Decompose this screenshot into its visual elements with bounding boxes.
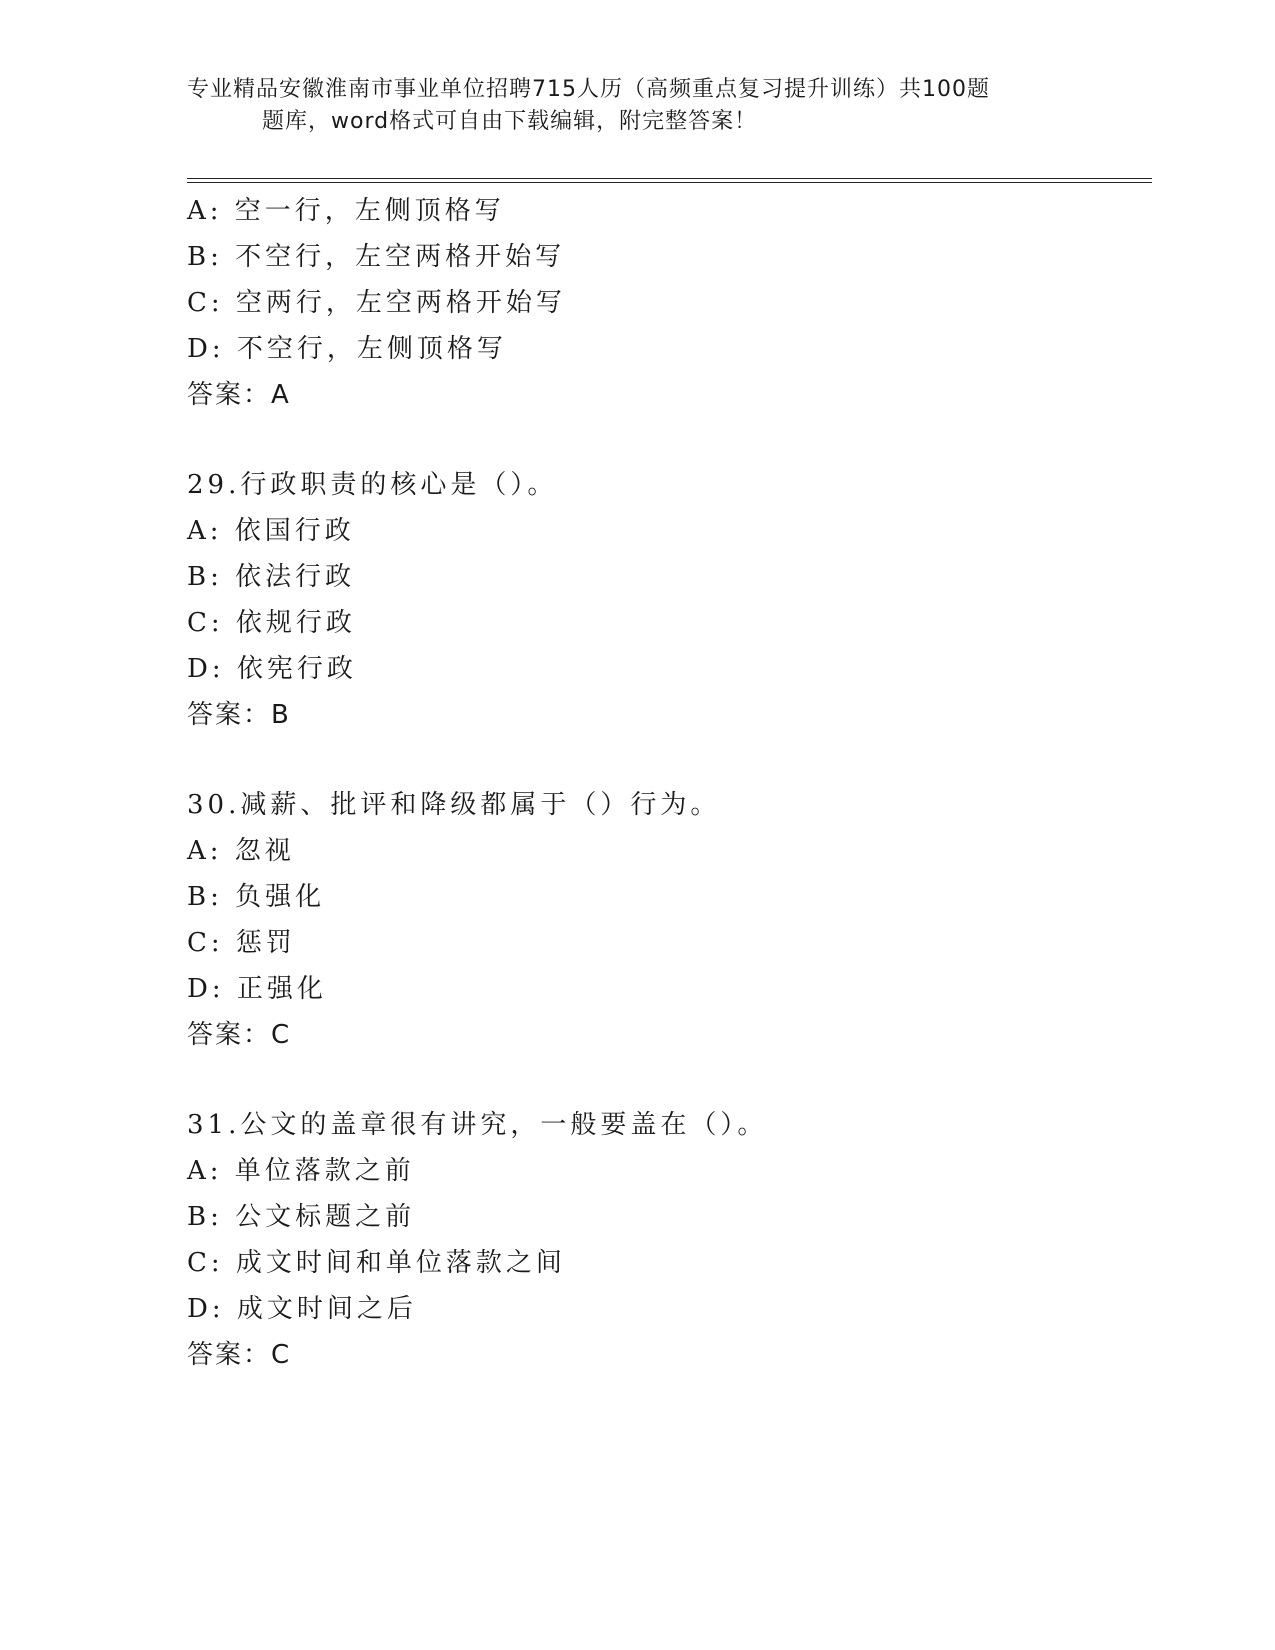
option-d: D: 成文时间之后 bbox=[187, 1294, 417, 1324]
option-b: B: 依法行政 bbox=[187, 562, 356, 592]
answer: 答案：C bbox=[187, 1020, 292, 1050]
option-b: B: 公文标题之前 bbox=[187, 1202, 416, 1232]
option-d: D: 正强化 bbox=[187, 974, 327, 1004]
header-rule-top bbox=[187, 178, 1152, 179]
answer: 答案：B bbox=[187, 700, 291, 730]
option-a: A: 依国行政 bbox=[187, 516, 355, 546]
answer: 答案：C bbox=[187, 1340, 292, 1370]
question-text: 29.行政职责的核心是（）。 bbox=[187, 470, 558, 500]
option-c: C: 惩罚 bbox=[187, 928, 296, 958]
header-rule-bottom bbox=[187, 182, 1152, 183]
option-c: C: 成文时间和单位落款之间 bbox=[187, 1248, 566, 1278]
option-d: D: 依宪行政 bbox=[187, 654, 357, 684]
answer: 答案：A bbox=[187, 380, 291, 410]
question-30 bbox=[187, 782, 1147, 1058]
question-text: 31.公文的盖章很有讲究，一般要盖在（）。 bbox=[187, 1110, 768, 1140]
option-c: C: 依规行政 bbox=[187, 608, 356, 638]
question-31 bbox=[187, 1102, 1147, 1378]
option-a: A: 忽视 bbox=[187, 836, 295, 866]
option-c: C: 空两行，左空两格开始写 bbox=[187, 288, 566, 318]
option-a: A: 单位落款之前 bbox=[187, 1156, 415, 1186]
option-d: D: 不空行，左侧顶格写 bbox=[187, 334, 507, 364]
option-a: A: 空一行，左侧顶格写 bbox=[187, 196, 505, 226]
document-title-line-2: 题库，word格式可自由下载编辑，附完整答案！ bbox=[262, 109, 758, 134]
option-b: B: 不空行，左空两格开始写 bbox=[187, 242, 566, 272]
question-29 bbox=[187, 462, 1147, 738]
question-list bbox=[187, 188, 1147, 1378]
document-header bbox=[187, 74, 1067, 138]
question-28 bbox=[187, 188, 1147, 418]
document-title-line-1: 专业精品安徽淮南市事业单位招聘715人历（高频重点复习提升训练）共100题 bbox=[187, 77, 990, 102]
question-text: 30.减薪、批评和降级都属于（）行为。 bbox=[187, 790, 721, 820]
option-b: B: 负强化 bbox=[187, 882, 326, 912]
